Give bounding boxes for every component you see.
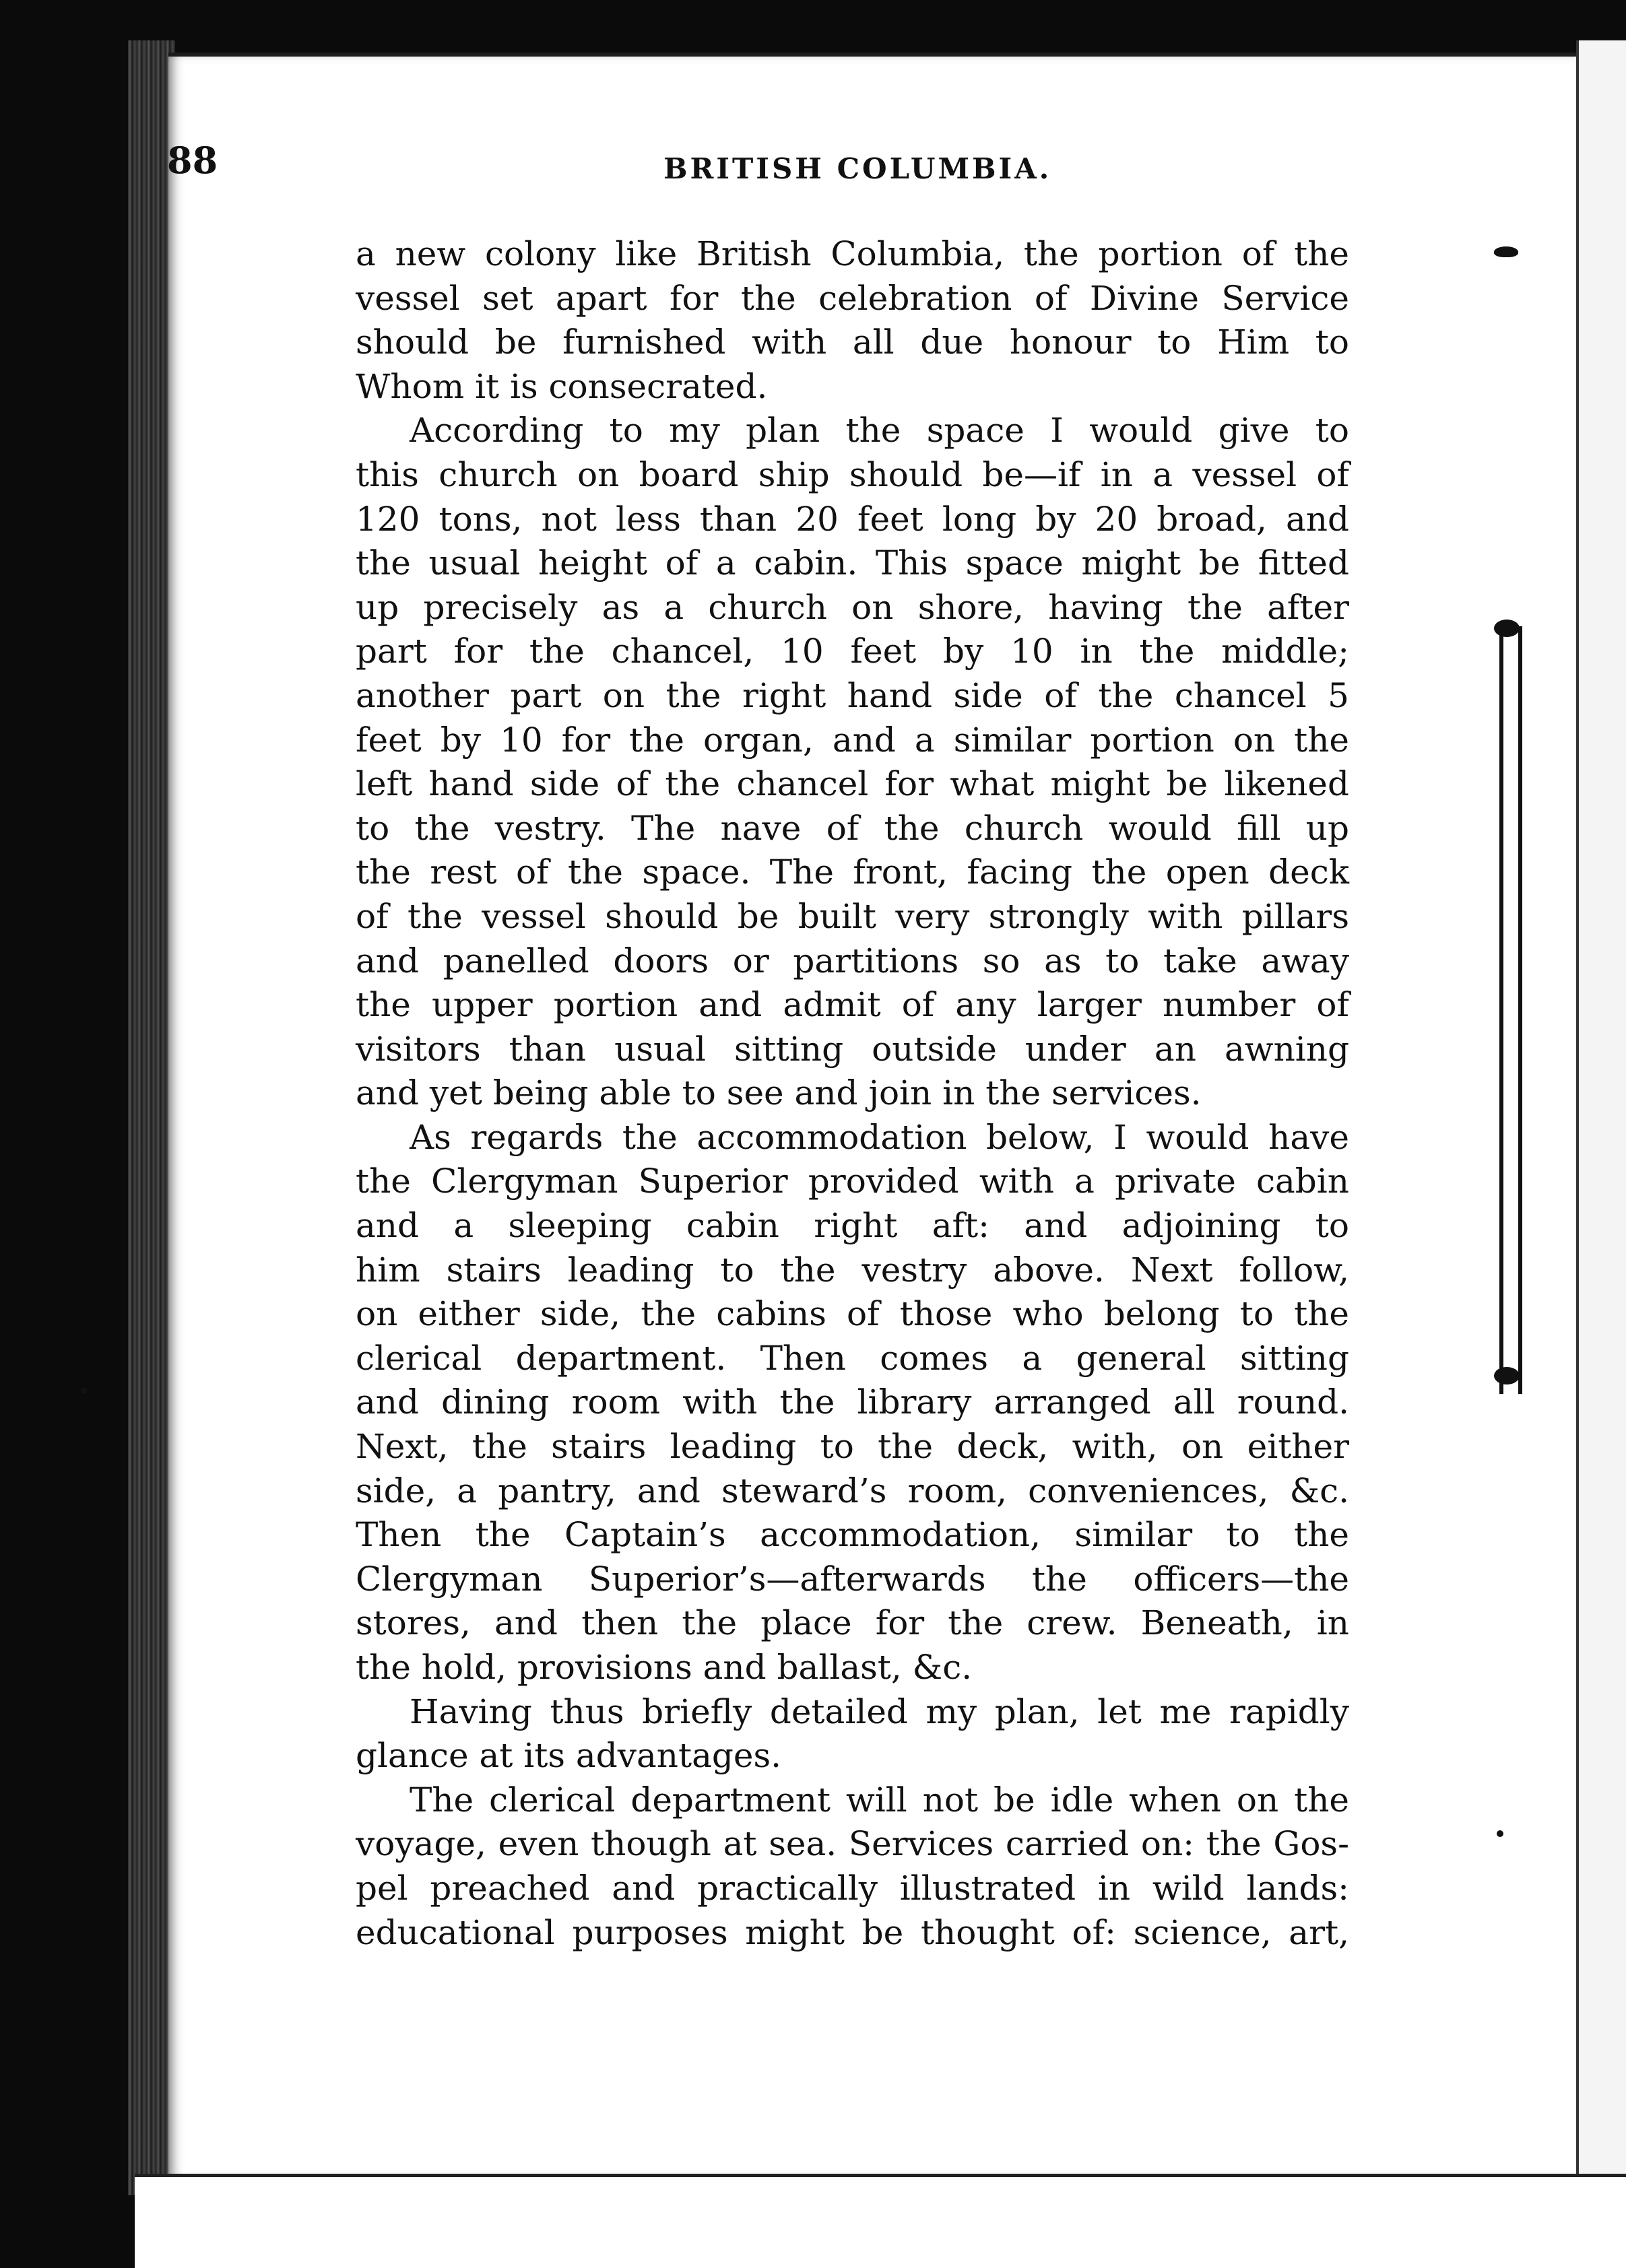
text-line: According to my plan the space I would give to [410,411,1349,451]
text-line: Next, the stairs leading to the deck, with, on either [356,1427,1349,1467]
running-head: BRITISH COLUMBIA. [663,152,1052,185]
text-line: and a sleeping cabin right aft: and adjoining to [356,1206,1349,1246]
page-clip [1499,626,1522,1394]
text-line: As regards the accommodation below, I would have [410,1117,1349,1157]
text-line: stores, and then the place for the crew. Beneath, in [356,1603,1349,1643]
text-line: the Clergyman Superior provided with a private cabin [356,1162,1349,1201]
text-line: of the vessel should be built very strongly with pillars [356,896,1349,936]
text-line: educational purposes might be thought of: science, art, [356,1912,1349,1952]
text-line: up precisely as a church on shore, having the after [356,587,1349,627]
text-line: glance at its advantages. [356,1736,782,1776]
text-line: clerical department. Then comes a general sitting [356,1338,1349,1378]
text-line: him stairs leading to the vestry above. Next follow, [356,1250,1349,1290]
text-line: to the vestry. The nave of the church would fill up [356,808,1349,848]
text-line: voyage, even though at sea. Services carried on: the Gos- [356,1824,1349,1864]
text-line: left hand side of the chancel for what might be likened [356,764,1349,804]
text-line: pel preached and practically illustrated in wild lands: [356,1868,1349,1908]
text-line: another part on the right hand side of the chancel 5 [356,675,1349,715]
clip-bottom-knob [1494,1367,1520,1385]
text-line: the hold, provisions and ballast, &c. [356,1648,973,1687]
right-page-edge [1576,40,1626,2215]
text-line: Whom it is consecrated. [356,366,768,406]
text-line: on either side, the cabins of those who belong to the [356,1294,1349,1334]
text-line: part for the chancel, 10 feet by 10 in the middle; [356,632,1349,671]
speck-dot [1497,1830,1503,1837]
text-line: The clerical department will not be idle when on the [410,1780,1349,1820]
text-line: the rest of the space. The front, facing the open deck [356,853,1349,892]
text-line: feet by 10 for the organ, and a similar portion on the [356,720,1349,760]
page-number: 88 [167,139,218,182]
bottom-page-edge [135,2174,1626,2268]
text-line: and yet being able to see and join in the services. [356,1073,1202,1113]
text-line: the upper portion and admit of any larger number of [356,985,1349,1025]
text-line: Clergyman Superior’s—afterwards the officers—the [356,1559,1349,1599]
text-line: the usual height of a cabin. This space might be fitted [356,543,1349,583]
body-text [356,232,1349,1955]
text-line: side, a pantry, and steward’s room, conveniences, &c. [356,1471,1349,1510]
text-line: and dining room with the library arranged all round. [356,1382,1349,1422]
speck-dot [81,1387,88,1394]
margin-mark [1494,246,1518,257]
text-line: and panelled doors or partitions so as to take away [356,941,1349,980]
text-line: this church on board ship should be—if in a vessel of [356,455,1349,494]
text-line: Then the Captain’s accommodation, similar to the [356,1515,1349,1555]
text-line: 120 tons, not less than 20 feet long by 20 broad, and [356,499,1349,539]
text-line: visitors than usual sitting outside under an awning [356,1029,1349,1069]
text-line: should be furnished with all due honour to Him to [356,323,1349,362]
text-line: Having thus briefly detailed my plan, let me rapidly [410,1692,1349,1731]
text-line: a new colony like British Columbia, the portion of the [356,234,1349,273]
text-line: vessel set apart for the celebration of Divine Service [356,278,1349,318]
